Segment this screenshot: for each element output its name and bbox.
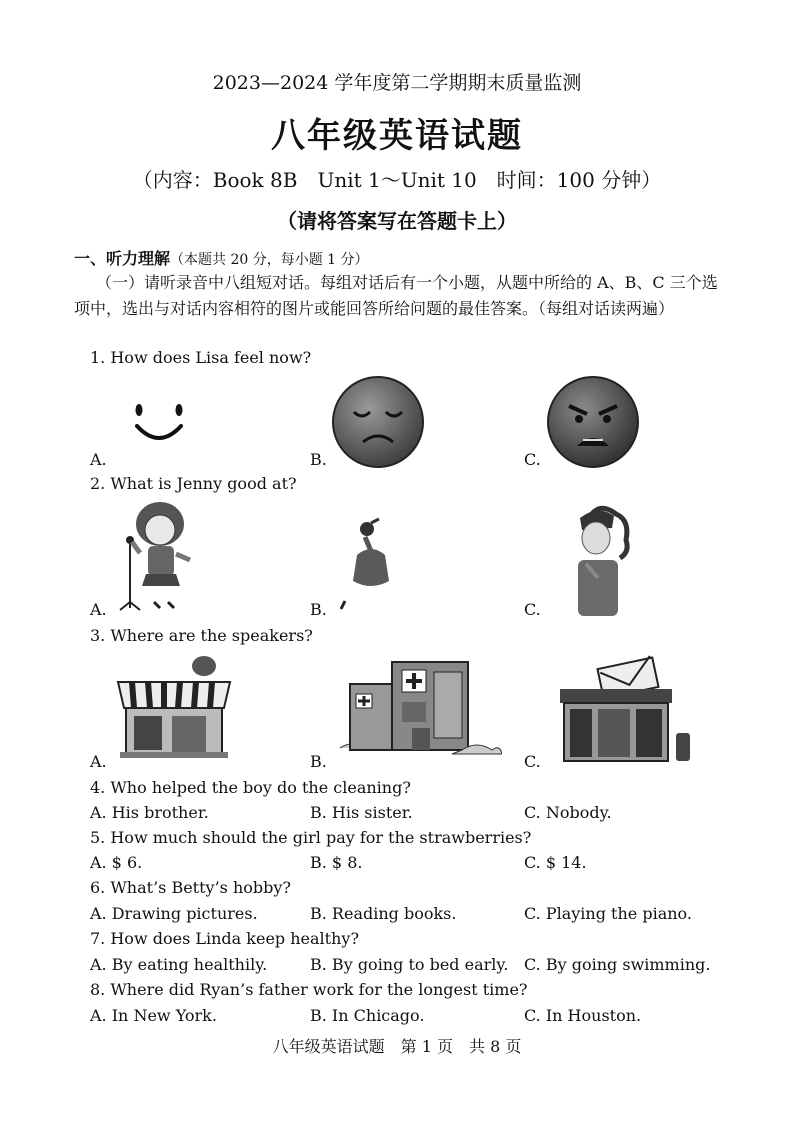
q4-option-a: A. His brother.: [90, 803, 209, 822]
q3-option-a: A.: [90, 752, 107, 771]
year-line: 2023—2024 学年度第二学期期末质量监测: [212, 72, 582, 94]
question-2: 2. What is Jenny good at?: [90, 474, 297, 493]
hospital-building-image: [332, 650, 502, 762]
q8-option-c: C. In Houston.: [524, 1006, 642, 1025]
q6-option-c: C. Playing the piano.: [524, 904, 692, 923]
q4-option-b: B. His sister.: [310, 803, 413, 822]
q1-option-c: C.: [524, 450, 541, 469]
content-meta: （内容：Book 8B Unit 1～Unit 10 时间：100 分钟）: [132, 168, 662, 192]
section-title-text: 一、听力理解: [74, 249, 171, 268]
q5-option-a: A. $ 6.: [90, 853, 143, 872]
q8-option-b: B. In Chicago.: [310, 1006, 425, 1025]
q7-option-a: A. By eating healthily.: [90, 955, 268, 974]
sad-face-icon: [330, 374, 426, 470]
q8-option-a: A. In New York.: [90, 1006, 217, 1025]
page-footer: 八年级英语试题 第 1 页 共 8 页: [272, 1037, 522, 1056]
question-3: 3. Where are the speakers?: [90, 626, 313, 645]
q3-option-b: B.: [310, 752, 327, 771]
q7-option-b: B. By going to bed early.: [310, 955, 509, 974]
post-office-image: [556, 655, 696, 765]
q2-option-a: A.: [90, 600, 107, 619]
question-1: 1. How does Lisa feel now?: [90, 348, 312, 367]
question-7: 7. How does Linda keep healthy?: [90, 929, 360, 948]
q2-option-c: C.: [524, 600, 541, 619]
section-instruction: （一）请听录音中八组短对话。每组对话后有一个小题，从题中所给的 A、B、C 三个选项中，选出与对话内容相符的图片或能回答所给问题的最佳答案。（每组对话读两遍）: [74, 273, 718, 318]
page-title: 八年级英语试题: [271, 116, 523, 156]
q7-option-c: C. By going swimming.: [524, 955, 711, 974]
q1-option-a: A.: [90, 450, 107, 469]
q4-option-c: C. Nobody.: [524, 803, 612, 822]
coughing-woman-image: [568, 500, 638, 616]
question-4: 4. Who helped the boy do the cleaning?: [90, 778, 411, 797]
q5-option-c: C. $ 14.: [524, 853, 587, 872]
q3-option-c: C.: [524, 752, 541, 771]
question-6: 6. What’s Betty’s hobby?: [90, 878, 291, 897]
q6-option-b: B. Reading books.: [310, 904, 457, 923]
section-title: [74, 246, 369, 269]
angry-face-icon: [545, 374, 641, 470]
q5-option-b: B. $ 8.: [310, 853, 363, 872]
q2-option-b: B.: [310, 600, 327, 619]
question-8: 8. Where did Ryan’s father work for the longest time?: [90, 980, 528, 999]
happy-face-icon: [125, 398, 195, 448]
q1-option-b: B.: [310, 450, 327, 469]
shop-building-image: [112, 652, 236, 762]
q6-option-a: A. Drawing pictures.: [90, 904, 258, 923]
singing-girl-image: [110, 498, 200, 616]
answer-notice: （请将答案写在答题卡上）: [277, 209, 517, 233]
section-note: （本题共 20 分，每小题 1 分）: [170, 252, 369, 268]
question-5: 5. How much should the girl pay for the strawberries?: [90, 828, 532, 847]
dancing-girl-image: [335, 515, 405, 615]
